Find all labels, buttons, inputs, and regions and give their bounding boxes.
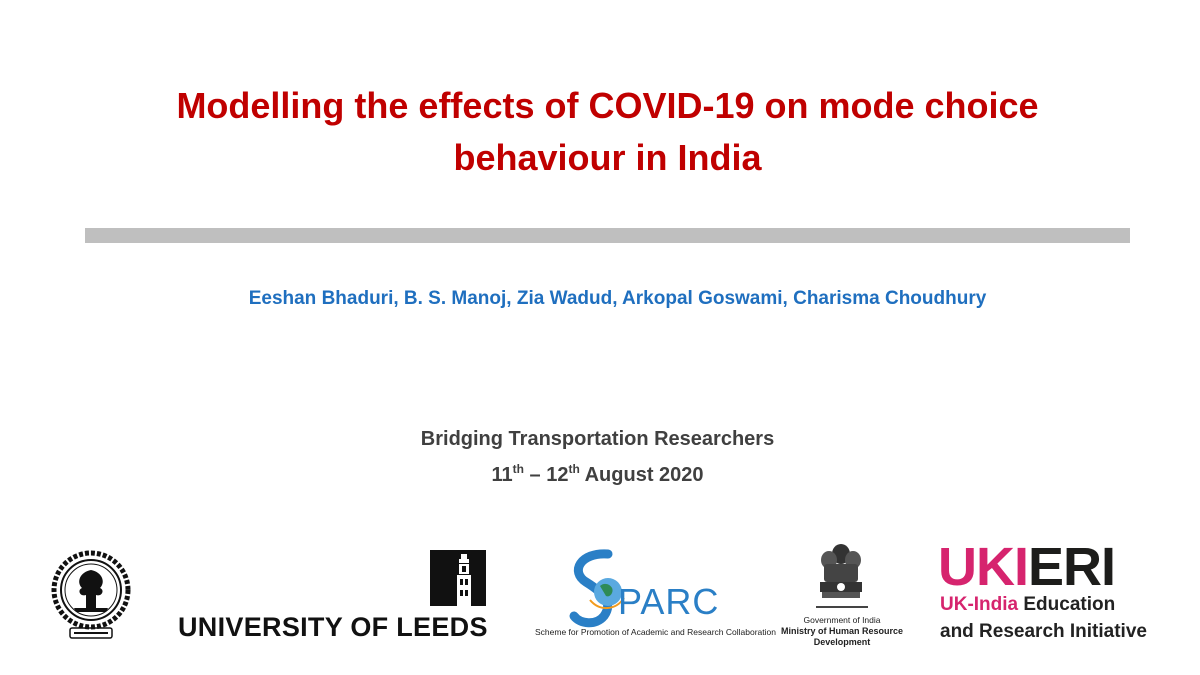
event-month-year: August 2020 [579, 464, 704, 486]
slide-title-line-1: Modelling the effects of COVID-19 on mode choice [176, 85, 1039, 126]
event-day-1-suffix: th [512, 462, 524, 476]
ukieri-tagline-2: and Research Initiative [940, 621, 1147, 642]
ukieri-tagline-1-part-1: UK-India [940, 594, 1019, 615]
motto-script-icon [816, 605, 868, 610]
leeds-crest-icon [430, 550, 486, 606]
ukieri-wordmark [938, 537, 1116, 597]
ukieri-mark-part-1: UKI [938, 537, 1028, 597]
author-list: Eeshan Bhaduri, B. S. Manoj, Zia Wadud, Arkopal Goswami, Charisma Choudhury [248, 288, 987, 309]
slide-title-line-2: behaviour in India [453, 137, 762, 178]
sparc-caption: Scheme for Promotion of Academic and Research Collaboration [535, 627, 776, 637]
title-divider [85, 228, 1130, 243]
event-day-1: 11 [491, 464, 513, 486]
goi-line-1: Government of India [803, 615, 881, 625]
event-date-dash: – [523, 464, 547, 486]
leeds-wordmark: UNIVERSITY OF LEEDS [178, 612, 488, 642]
event-name: Bridging Transportation Researchers [420, 428, 775, 450]
event-day-2-suffix: th [568, 462, 580, 476]
goi-line-2: Ministry of Human Resource Development [780, 626, 904, 647]
slide-title [60, 80, 1155, 184]
ukieri-tagline-1-part-2: Education [1018, 594, 1116, 615]
national-emblem-icon [810, 540, 872, 604]
event-day-2: 12 [546, 464, 569, 486]
ukieri-tagline-1 [940, 594, 1115, 616]
ukieri-mark-part-2: ERI [1028, 537, 1116, 597]
iit-kharagpur-logo [50, 550, 132, 642]
event-info [0, 424, 1195, 490]
sparc-wordmark: PARC [618, 581, 720, 622]
event-dates [0, 454, 1195, 490]
